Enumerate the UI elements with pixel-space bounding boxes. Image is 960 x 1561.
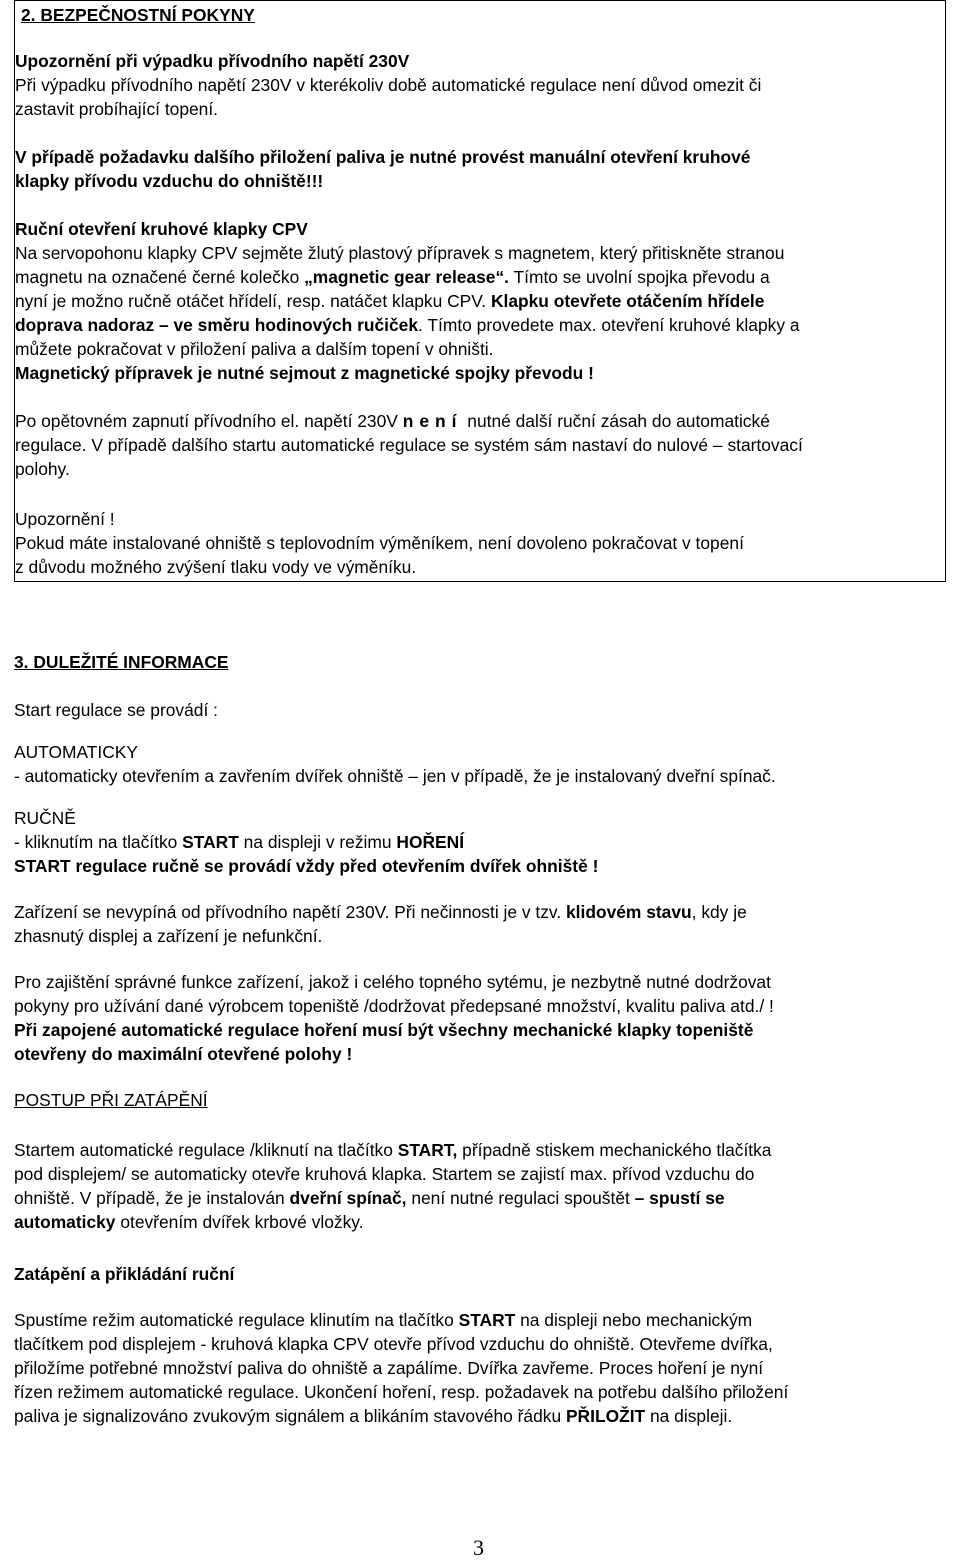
manual-line-1: Na servopohonu klapky CPV sejměte žlutý plastový přípravek s magnetem, který přitiskněte stranou [15, 243, 785, 263]
section-2-heading-text: 2. BEZPEČNOSTNÍ POKYNY [21, 5, 255, 25]
power-outage-block [15, 49, 945, 121]
safety-section-box [14, 0, 946, 582]
section-2-heading [21, 3, 939, 27]
ignition-heading-text: POSTUP PŘI ZATÁPĚNÍ [14, 1090, 208, 1110]
text-bold: automaticky [14, 1212, 116, 1232]
manual-start-line-2: START regulace ručně se provádí vždy před otevřením dvířek ohniště ! [14, 856, 599, 876]
manual-start-block [14, 806, 944, 878]
text: paliva je signalizováno zvukovým signálem a blikáním stavového řádku [14, 1406, 566, 1426]
manual-open-block [15, 217, 945, 385]
idle-state-label: klidovém stavu [566, 902, 692, 922]
device-line-1 [14, 900, 944, 924]
manual-firing-heading [14, 1262, 944, 1286]
fuel-block [15, 145, 945, 193]
ignition-block [14, 1138, 944, 1234]
text: na displeji v režimu [238, 832, 397, 852]
manual-line-3 [15, 289, 945, 313]
note-title: Upozornění ! [15, 509, 115, 529]
manual-open-title: Ruční otevření kruhové klapky CPV [15, 219, 308, 239]
magnet-remove-warning: Magnetický přípravek je nutné sejmout z magnetické spojky převodu ! [15, 363, 594, 383]
text: Tímto se uvolní spojka převodu a [509, 267, 770, 287]
text-bold: doprava nadoraz – ve směru hodinových ručiček [15, 315, 419, 335]
manual-firing-line-4: řízen režimem automatické regulace. Ukončení hoření, resp. požadavek na potřebu dalšího přiložení [14, 1382, 789, 1402]
start-label: START [458, 1310, 516, 1330]
magnetic-release-label: „magnetic gear release“. [304, 267, 510, 287]
ignition-heading [14, 1088, 944, 1112]
manual-firing-line-2: tlačítkem pod displejem - kruhová klapka CPV otevře přívod vzduchu do ohniště. Otevřeme dvířka, [14, 1334, 773, 1354]
ignition-line-2: pod displejem/ se automaticky otevře kruhová klapka. Startem se zajistí max. přívod vzduchu do [14, 1164, 755, 1184]
start-label: START, [397, 1140, 458, 1160]
start-label: START [182, 832, 239, 852]
manual-firing-line-3: přiložíme potřebné množství paliva do ohniště a zapálíme. Dvířka zavřeme. Proces hoření je nyní [14, 1358, 764, 1378]
power-outage-line-1 [15, 73, 945, 97]
manual-start-title: RUČNĚ [14, 808, 76, 828]
text: není nutné regulaci spouštět [406, 1188, 635, 1208]
manual-firing-block [14, 1308, 944, 1428]
fuel-line-2: klapky přívodu vzduchu do ohniště!!! [15, 171, 324, 191]
function-line-1: Pro zajištění správné funkce zařízení, jakož i celého topného sytému, je nezbytně nutné dodržovat [14, 972, 771, 992]
note-block [15, 507, 945, 579]
text-bold: Klapku otevřete otáčením hřídele [490, 291, 765, 311]
text: - kliknutím na tlačítko [14, 832, 183, 852]
text: případně stiskem mechanického tlačítka [457, 1140, 772, 1160]
text: otevřením dvířek krbové vložky. [115, 1212, 364, 1232]
auto-text: - automaticky otevřením a zavřením dvířek ohniště – jen v případě, že je instalovaný dveřní spínač. [14, 766, 776, 786]
text: na displeji nebo mechanickým [515, 1310, 753, 1330]
fuel-line-1: V případě požadavku dalšího přiložení paliva je nutné provést manuální otevření kruhové [15, 147, 751, 167]
text: Startem automatické regulace /kliknutí na tlačítko [14, 1140, 398, 1160]
text: nutné další ruční zásah do automatické [462, 411, 770, 431]
function-line-3: Při zapojené automatické regulace hoření musí být všechny mechanické klapky topeniště [14, 1020, 754, 1040]
restart-line-2: regulace. V případě dalšího startu automatické regulace se systém sám nastaví do nulové – startovací [15, 435, 803, 455]
section-3-heading [14, 650, 944, 674]
auto-block [14, 740, 944, 788]
function-block [14, 970, 944, 1066]
text-bold: – spustí se [634, 1188, 725, 1208]
text: magnetu na označené černé kolečko [15, 267, 305, 287]
device-line-2: zhasnutý displej a zařízení je nefunkční. [14, 926, 323, 946]
manual-firing-heading-text: Zatápění a přikládání ruční [14, 1264, 235, 1284]
text: nyní je možno ručně otáčet hřídelí, resp. natáčet klapku CPV. [15, 291, 491, 311]
burning-mode-label: HOŘENÍ [396, 832, 465, 852]
section-3-heading-text: 3. DULEŽITÉ INFORMACE [14, 652, 229, 672]
text: Po opětovném zapnutí přívodního el. napětí 230V [15, 411, 403, 431]
manual-firing-line-5 [14, 1404, 944, 1428]
ignition-line-3 [14, 1186, 944, 1210]
manual-line-2 [15, 265, 945, 289]
manual-start-line-1 [14, 830, 944, 854]
auto-title: AUTOMATICKY [14, 742, 139, 762]
note-line-2: z důvodu možného zvýšení tlaku vody ve výměníku. [15, 557, 417, 577]
function-line-2: pokyny pro užívání dané výrobcem topeniště /dodržovat předepsané množství, kvalitu paliva atd./ ! [14, 996, 774, 1016]
restart-line-3: polohy. [15, 459, 70, 479]
restart-block [15, 409, 945, 481]
ignition-line-1 [14, 1138, 944, 1162]
note-line-1: Pokud máte instalované ohniště s teplovodním výměníkem, není dovoleno pokračovat v topení [15, 533, 744, 553]
text: , kdy je [691, 902, 747, 922]
add-fuel-label: PŘILOŽIT [565, 1406, 646, 1426]
manual-line-5: můžete pokračovat v přiložení paliva a dalším topení v ohništi. [15, 339, 494, 359]
door-switch-label: dveřní spínač, [289, 1188, 407, 1208]
start-intro: Start regulace se provádí : [14, 700, 218, 720]
not-word: není [402, 411, 463, 431]
text: ohniště. V případě, že je instalován [14, 1188, 290, 1208]
power-outage-line-2: zastavit probíhající topení. [15, 99, 219, 119]
manual-line-4 [15, 313, 945, 337]
text: Při výpadku přívodního napětí 230V v kterékoliv době automatické regulace není důvod omezit či [15, 75, 762, 95]
power-outage-title: Upozornění při výpadku přívodního napětí 230V [15, 51, 410, 71]
manual-firing-line-1 [14, 1308, 944, 1332]
device-block [14, 900, 944, 948]
function-line-4: otevřeny do maximální otevřené polohy ! [14, 1044, 353, 1064]
restart-line-1 [15, 409, 945, 433]
text: . Tímto provedete max. otevření kruhové klapky a [418, 315, 800, 335]
text: na displeji. [645, 1406, 733, 1426]
page-number: 3 [473, 1535, 484, 1560]
text: Spustíme režim automatické regulace klinutím na tlačítko [14, 1310, 459, 1330]
ignition-line-4 [14, 1210, 944, 1234]
text: Zařízení se nevypíná od přívodního napětí 230V. Při nečinnosti je v tzv. [14, 902, 566, 922]
